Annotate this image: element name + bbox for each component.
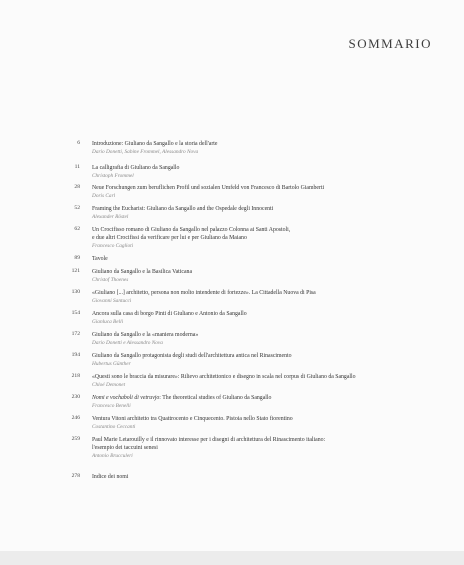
entry-author: Christof Thoenes xyxy=(92,277,129,283)
page-number: 28 xyxy=(74,184,80,190)
page-number: 11 xyxy=(74,164,80,170)
entry-title: Neue Forschungen zum beruflichen Profil und sozialen Umfeld von Francesco di Bartolo Giamberti xyxy=(92,185,325,191)
page-number: 230 xyxy=(71,394,80,400)
entry-title: Introduzione: Giuliano da Sangallo e la storia dell'arte xyxy=(92,141,218,147)
entry-title-rest: : The theoretical studies of Giuliano da Sangallo xyxy=(159,395,272,401)
entry-title: Indice dei nomi xyxy=(92,474,129,480)
entry-title-continued: l'esempio dei taccuini senesi xyxy=(92,445,158,451)
page-title: SOMMARIO xyxy=(348,36,432,51)
page-number: 278 xyxy=(71,473,80,479)
page-number: 121 xyxy=(71,268,80,274)
entry-title: Tavole xyxy=(92,256,108,262)
page-number: 52 xyxy=(74,205,80,211)
entry-title: Un Crocifisso romano di Giuliano da Sangallo nel palazzo Colonna ai Santi Apostoli, xyxy=(92,227,291,233)
entry-title: Ventura Vitoni architetto tra Quattrocento e Cinquecento. Pistoia nello Stato fiorentino xyxy=(92,416,293,422)
page-number: 218 xyxy=(71,373,80,379)
entry-author: Francesco Caglioti xyxy=(92,243,134,249)
entry-title xyxy=(92,394,437,402)
entry-author: Costantino Ceccanti xyxy=(92,424,136,430)
page-number: 154 xyxy=(71,310,80,316)
entry-author: Dario Donetti, Sabine Frommel, Alessandro Nova xyxy=(92,149,199,155)
page-number: 194 xyxy=(71,352,80,358)
entry-title: «Questi sono le braccia da misurare»: Rilievo architettonico e disegno in scala nel corpus di Giuliano da Sangallo xyxy=(92,374,356,380)
entry-title-italic: Nomi e vochaboli di vetruvjo xyxy=(92,395,160,401)
page-number: 6 xyxy=(77,140,80,146)
entry-author: Antonio Brucculeri xyxy=(92,453,133,459)
entry-title: Giuliano da Sangallo protagonista degli studi dell'architettura antica nel Rinascimento xyxy=(92,353,292,359)
entry-author: Christoph Frommel xyxy=(92,173,134,179)
entry-title: La calligrafia di Giuliano da Sangallo xyxy=(92,165,180,171)
entry-title: Giuliano da Sangallo e la «maniera moderna» xyxy=(92,332,199,338)
entry-title: Ancora sulla casa di borgo Pinti di Giuliano e Antonio da Sangallo xyxy=(92,311,247,317)
page-number: 130 xyxy=(71,289,80,295)
page-number: 172 xyxy=(71,331,80,337)
page-number: 246 xyxy=(71,415,80,421)
entry-title: «Giuliano [...] architetto, persona non molto intendente di fortezze». La Cittadella Nuova di Pisa xyxy=(92,290,316,296)
entry-title-continued: e due altri Crocifissi da verificare per lui e per Giuliano da Maiano xyxy=(92,235,247,241)
entry-author: Alexander Röstel xyxy=(92,214,129,220)
entry-author: Gianluca Belli xyxy=(92,319,124,325)
page-edge xyxy=(0,551,464,565)
entry-author: Hubertus Günther xyxy=(92,361,131,367)
page-number: 89 xyxy=(74,255,80,261)
entry-author: Dario Donetti e Alessandro Nova xyxy=(92,340,163,346)
entry-author: Giovanni Santucci xyxy=(92,298,132,304)
entry-title: Giuliano da Sangallo e la Basilica Vaticana xyxy=(92,269,193,275)
entry-author: Doris Carl xyxy=(92,193,116,199)
entry-title: Framing the Eucharist: Giuliano da Sangallo and the Ospedale degli Innocenti xyxy=(92,206,274,212)
page-number: 62 xyxy=(74,226,80,232)
entry-title: Paul Marie Letarouilly e il rinnovato interesse per i disegni di architettura del Rinascimento italiano: xyxy=(92,437,326,443)
entry-author: Chloé Demonet xyxy=(92,382,126,388)
page-number: 259 xyxy=(71,436,80,442)
entry-author: Francesco Benelli xyxy=(92,403,131,409)
